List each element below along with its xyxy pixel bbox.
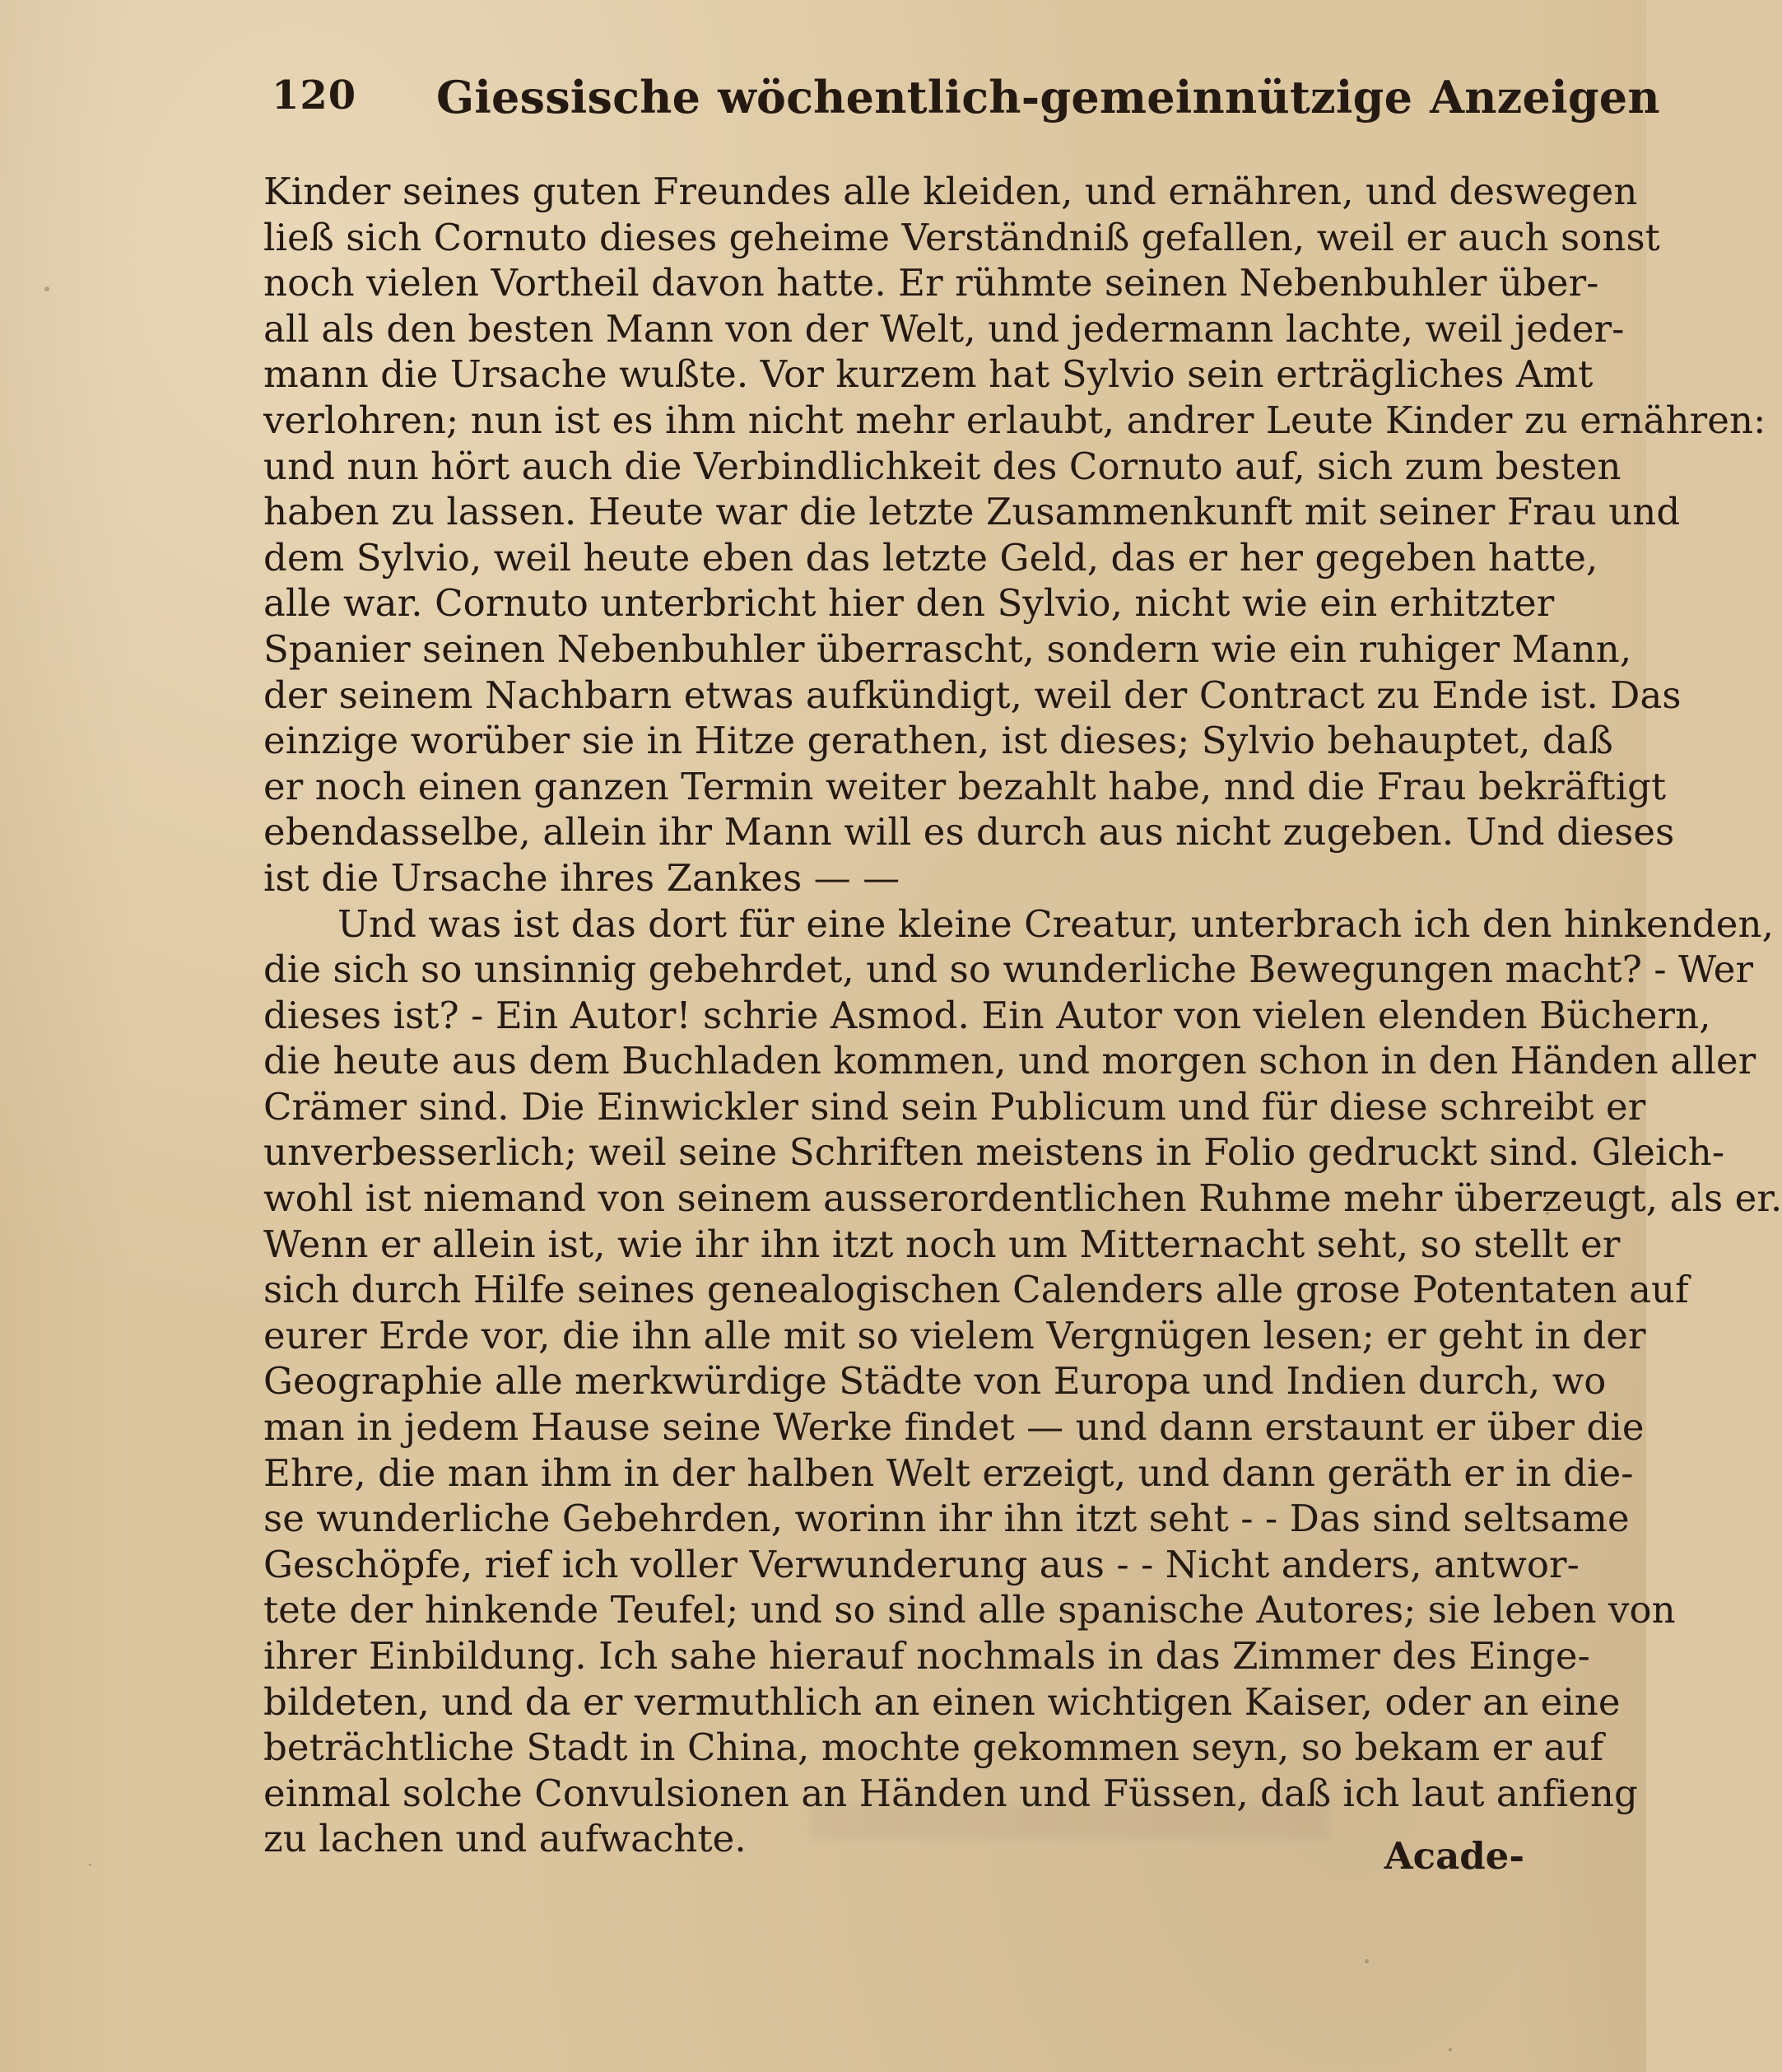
text-line: und nun hört auch die Verbindlichkeit des Cornuto auf, sich zum besten bbox=[263, 444, 1621, 488]
text-line: einmal solche Convulsionen an Händen und Füssen, daß ich laut anfieng bbox=[263, 1771, 1638, 1815]
page-header-title: Giessische wöchentlich-gemeinnützige Anzeigen bbox=[436, 71, 1660, 123]
text-line: ließ sich Cornuto dieses geheime Verständniß gefallen, weil er auch sonst bbox=[263, 215, 1660, 259]
page-number: 120 bbox=[272, 72, 357, 119]
paper-speck bbox=[1449, 2048, 1452, 2051]
text-line: Geschöpfe, rief ich voller Verwunderung aus - - Nicht anders, antwor- bbox=[263, 1542, 1580, 1586]
text-line: eurer Erde vor, die ihn alle mit so vielem Vergnügen lesen; er geht in der bbox=[263, 1313, 1646, 1357]
text-line: Ehre, die man ihm in der halben Welt erzeigt, und dann geräth er in die- bbox=[263, 1450, 1634, 1495]
text-line: der seinem Nachbarn etwas aufkündigt, weil der Contract zu Ende ist. Das bbox=[263, 673, 1682, 717]
catchword: Acade- bbox=[1384, 1834, 1524, 1878]
text-line: Spanier seinen Nebenbuhler überrascht, sondern wie ein ruhiger Mann, bbox=[263, 626, 1632, 671]
body-text bbox=[263, 169, 1782, 1862]
faint-show-through bbox=[811, 1803, 1329, 1839]
paragraph-start-line: Und was ist das dort für eine kleine Creatur, unterbrach ich den hinkenden, bbox=[337, 901, 1774, 946]
text-line: ihrer Einbildung. Ich sahe hierauf nochmals in das Zimmer des Einge- bbox=[263, 1634, 1590, 1678]
paper-speck bbox=[44, 286, 49, 291]
text-line: se wunderliche Gebehrden, worinn ihr ihn itzt seht - - Das sind seltsame bbox=[263, 1497, 1630, 1541]
text-line: ebendasselbe, allein ihr Mann will es durch aus nicht zugeben. Und dieses bbox=[263, 810, 1675, 854]
text-line: haben zu lassen. Heute war die letzte Zusammenkunft mit seiner Frau und bbox=[263, 490, 1681, 534]
text-line: wohl ist niemand von seinem ausserordentlichen Ruhme mehr überzeugt, als er. bbox=[263, 1176, 1782, 1221]
text-line: unverbesserlich; weil seine Schriften meistens in Folio gedruckt sind. Gleich- bbox=[263, 1130, 1725, 1175]
paragraph-end-line: ist die Ursache ihres Zankes — — bbox=[263, 855, 900, 900]
running-header bbox=[272, 71, 1660, 150]
text-line: die sich so unsinnig gebehrdet, und so wunderliche Bewegungen macht? - Wer bbox=[263, 948, 1754, 992]
text-line: Wenn er allein ist, wie ihr ihn itzt noch um Mitternacht seht, so stellt er bbox=[263, 1222, 1621, 1266]
text-line: die heute aus dem Buchladen kommen, und morgen schon in den Händen aller bbox=[263, 1039, 1756, 1083]
paper-speck bbox=[89, 1864, 91, 1866]
text-line: all als den besten Mann von der Welt, und jedermann lachte, weil jeder- bbox=[263, 306, 1625, 351]
text-line: beträchtliche Stadt in China, mochte gekommen seyn, so bekam er auf bbox=[263, 1725, 1604, 1770]
text-line: tete der hinkende Teufel; und so sind alle spanische Autores; sie leben von bbox=[263, 1588, 1676, 1632]
text-line: Crämer sind. Die Einwickler sind sein Publicum und für diese schreibt er bbox=[263, 1084, 1646, 1129]
text-line: alle war. Cornuto unterbricht hier den Sylvio, nicht wie ein erhitzter bbox=[263, 581, 1555, 626]
text-line: er noch einen ganzen Termin weiter bezahlt habe, nnd die Frau bekräftigt bbox=[263, 764, 1667, 808]
text-line: dieses ist? - Ein Autor! schrie Asmod. Ein Autor von vielen elenden Büchern, bbox=[263, 993, 1711, 1037]
text-line: zu lachen und aufwachte. bbox=[263, 1817, 747, 1861]
text-line: einzige worüber sie in Hitze gerathen, ist dieses; Sylvio behauptet, daß bbox=[263, 719, 1613, 763]
paper-speck bbox=[1365, 1959, 1369, 1963]
text-line: noch vielen Vortheil davon hatte. Er rühmte seinen Nebenbuhler über- bbox=[263, 261, 1599, 305]
text-line: Kinder seines guten Freundes alle kleiden, und ernähren, und deswegen bbox=[263, 170, 1638, 213]
text-line: dem Sylvio, weil heute eben das letzte Geld, das er her gegeben hatte, bbox=[263, 535, 1598, 580]
text-line: bildeten, und da er vermuthlich an einen wichtigen Kaiser, oder an eine bbox=[263, 1679, 1621, 1724]
text-line: man in jedem Hause seine Werke findet — und dann erstaunt er über die bbox=[263, 1405, 1645, 1450]
text-line: verlohren; nun ist es ihm nicht mehr erlaubt, andrer Leute Kinder zu ernähren: bbox=[263, 398, 1766, 442]
text-line: sich durch Hilfe seines genealogischen Calenders alle grose Potentaten auf bbox=[263, 1268, 1689, 1312]
text-line: Geographie alle merkwürdige Städte von Europa und Indien durch, wo bbox=[263, 1359, 1607, 1404]
text-line: mann die Ursache wußte. Vor kurzem hat Sylvio sein erträgliches Amt bbox=[263, 352, 1594, 397]
